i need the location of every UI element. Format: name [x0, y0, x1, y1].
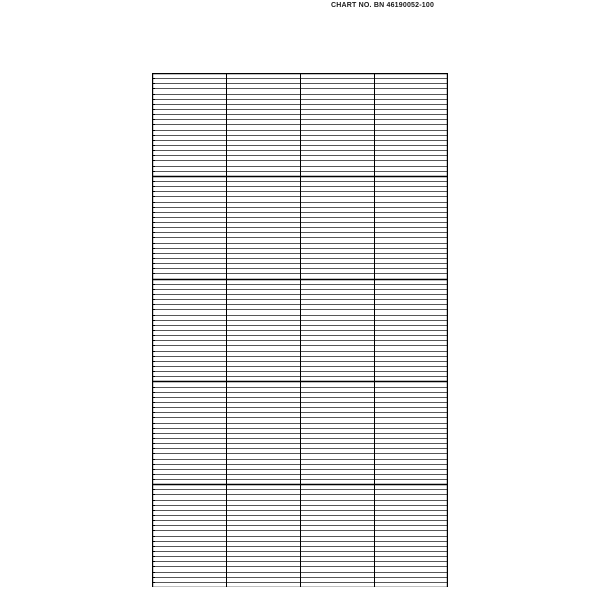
chart-number-label: CHART NO. BN 46190052-100 [331, 2, 435, 9]
recorder-chart-grid [152, 73, 448, 587]
grid-lines [152, 73, 448, 587]
